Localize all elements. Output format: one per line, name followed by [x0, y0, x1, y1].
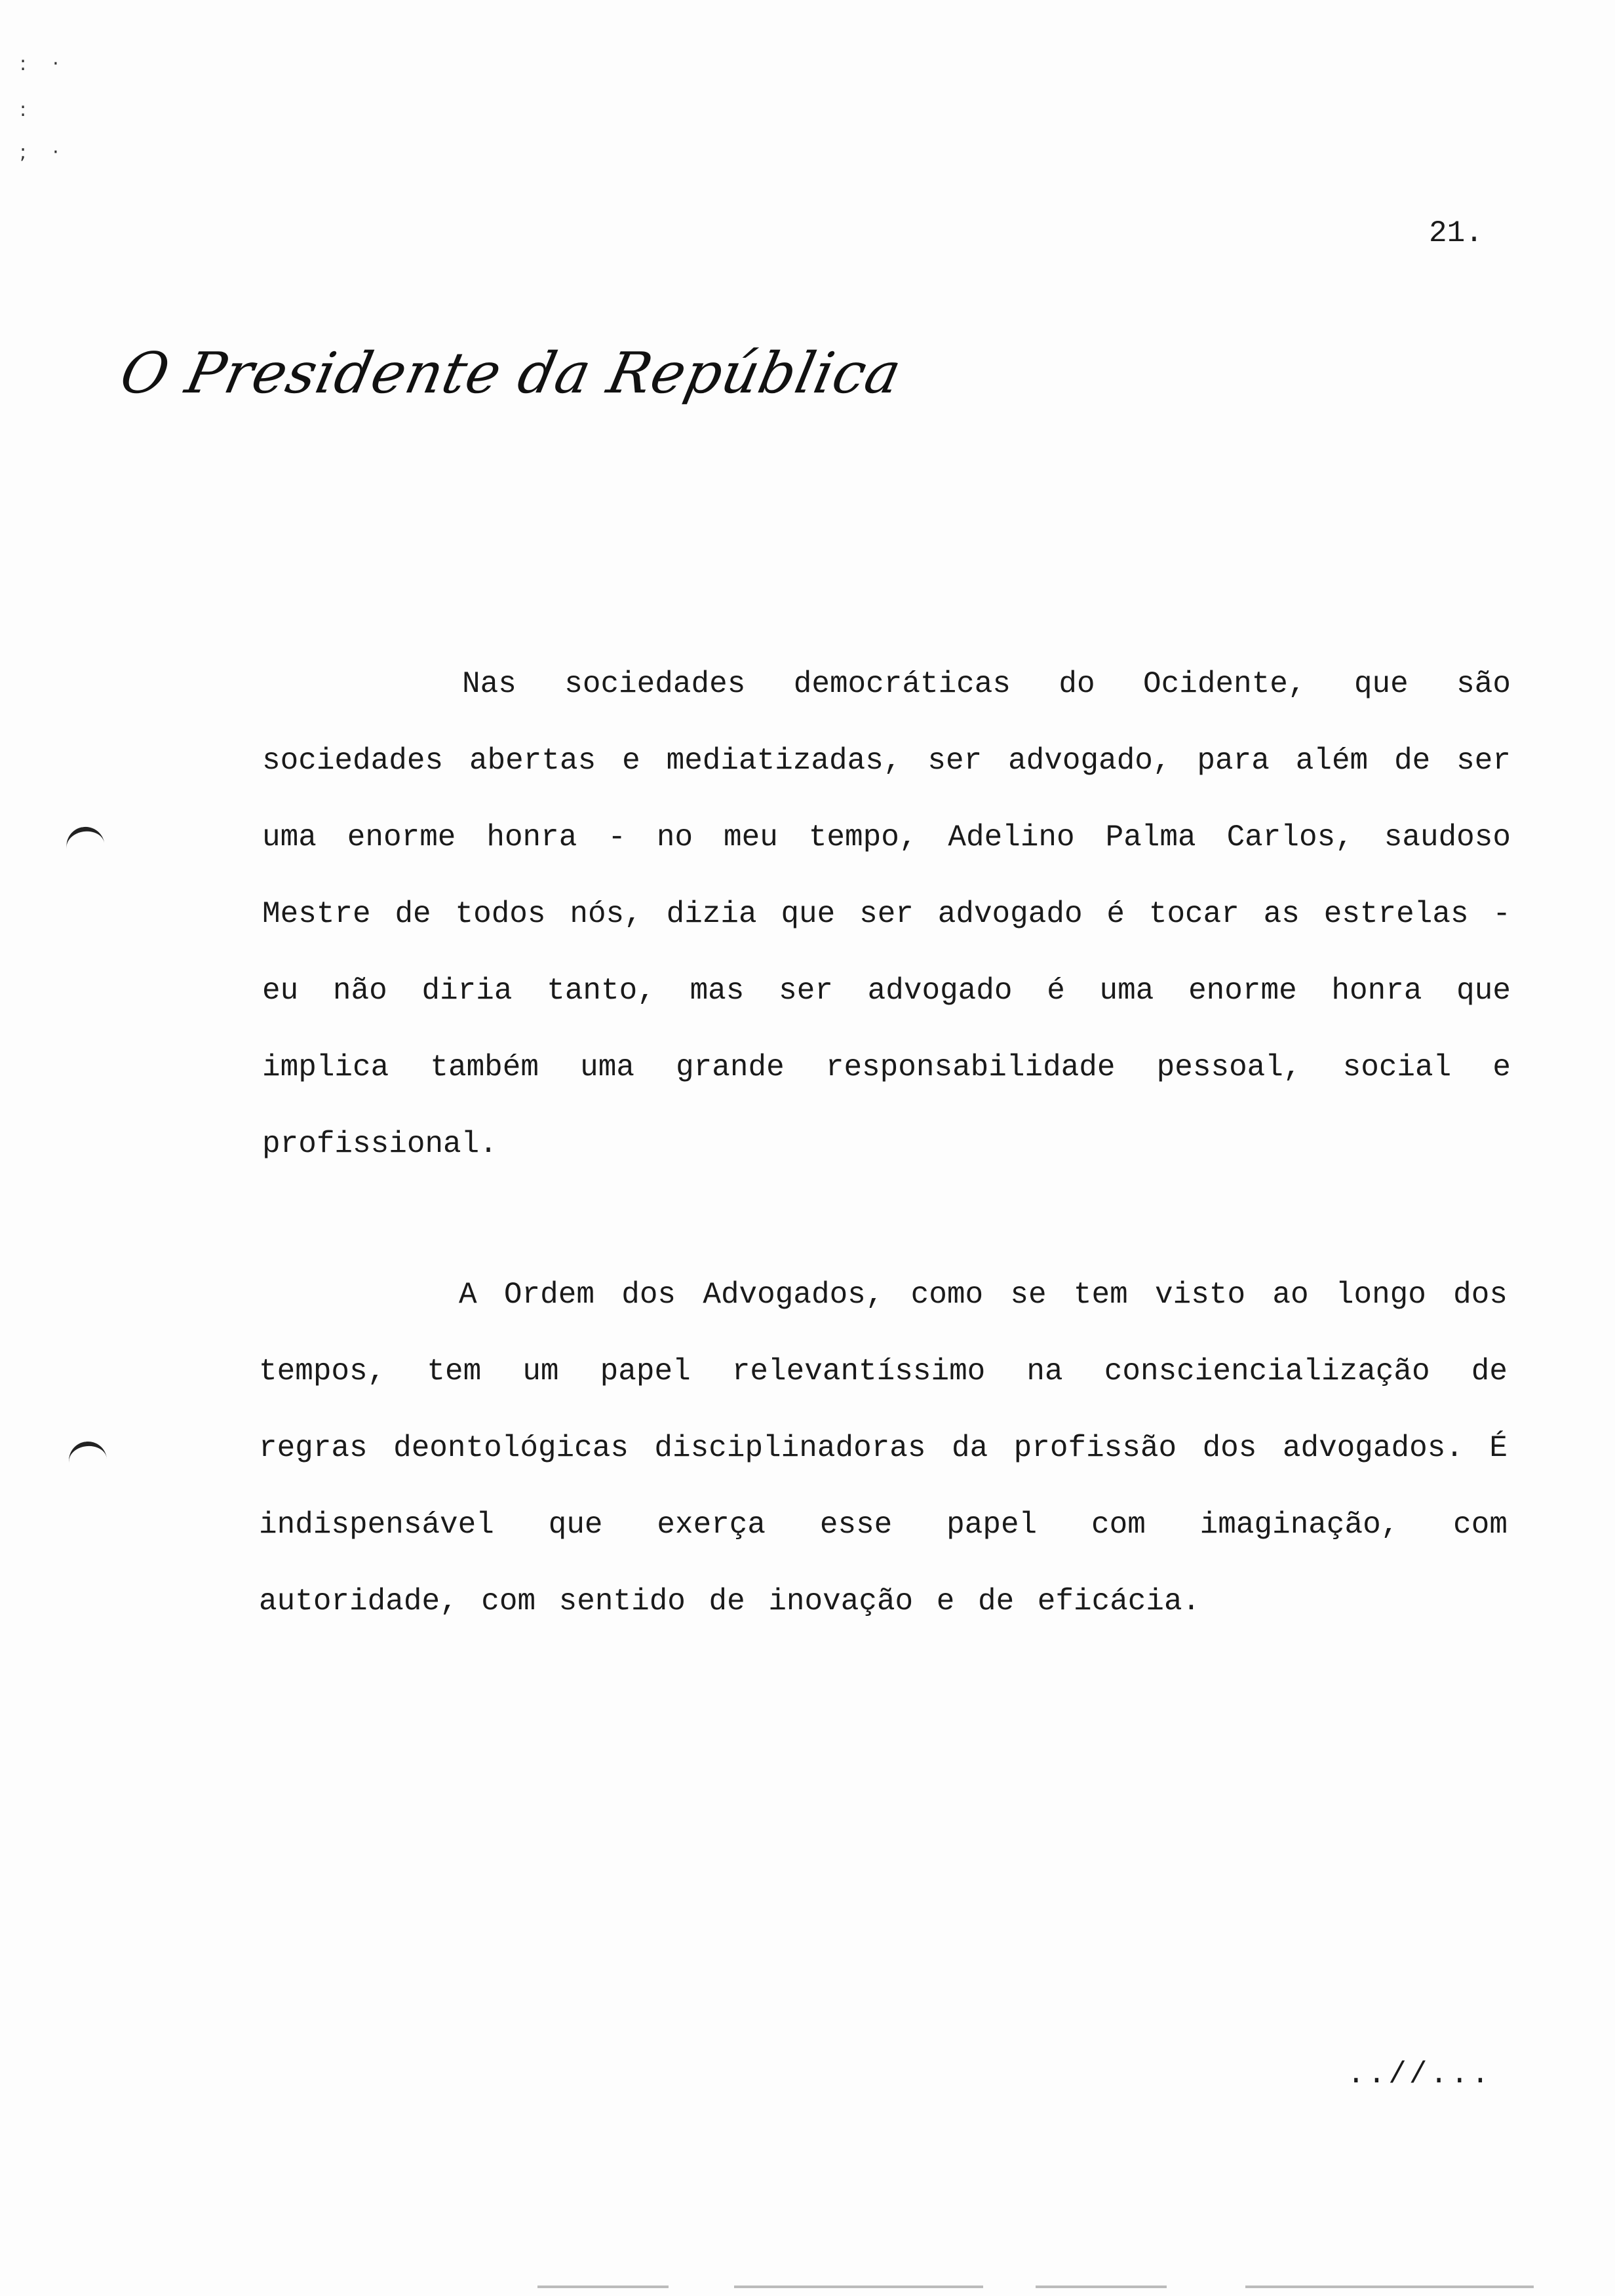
scan-edge-line — [734, 2286, 983, 2288]
letterhead-title: O Presidente da República — [115, 341, 907, 406]
page-number: 21. — [1429, 216, 1483, 250]
margin-speck: :· — [20, 52, 85, 75]
punch-hole-mark — [67, 1440, 107, 1468]
continuation-mark: ..//... — [1347, 2057, 1492, 2092]
body-paragraph-2: A Ordem dos Advogados, como se tem visto ao longo dos tempos, tem um papel relevantíssimo na consciencialização de regras deontológicas disciplinadoras da profissão dos advogados. É indispensável que exerça esse papel com imaginação, com autoridade, com sentido de inovação e de eficácia. — [259, 1278, 1508, 1618]
punch-hole-mark — [64, 824, 106, 854]
margin-speck: ;· — [20, 141, 85, 164]
scan-edge-line — [1245, 2286, 1534, 2288]
scan-edge-line — [537, 2286, 669, 2288]
body-paragraph-1: Nas sociedades democráticas do Ocidente, que são sociedades abertas e mediatizadas, ser advogado, para além de ser uma enorme honra - no meu tempo, Adelino Palma Carlos, saudoso Mestre de todos nós, dizia que ser advogado é tocar as estrelas - eu não diria tanto, mas ser advogado é uma enorme honra que implica também uma grande responsabilidade pessoal, social e profissional. — [262, 667, 1511, 1161]
margin-speck: : — [20, 98, 53, 121]
scan-edge-line — [1036, 2286, 1167, 2288]
